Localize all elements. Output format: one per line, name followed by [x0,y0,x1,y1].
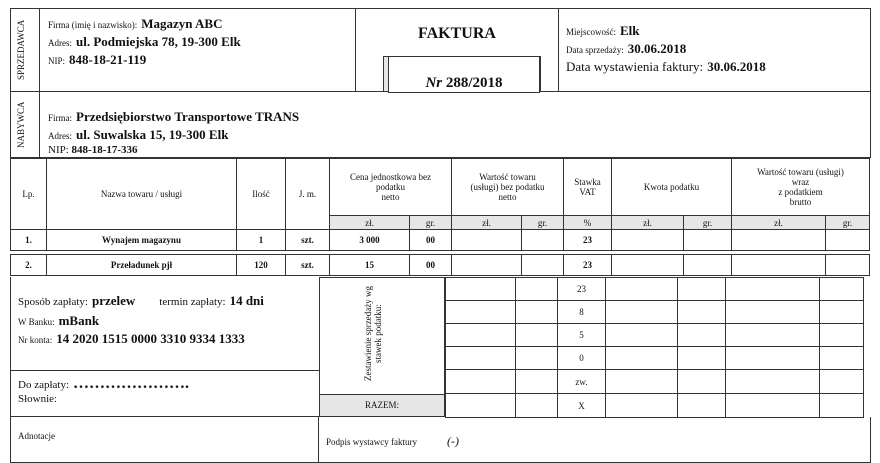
header-name: Nazwa towaru / usługi [47,159,237,230]
sub-zl: zł. [612,216,684,230]
rate-value: 23 [558,278,606,301]
header-gross [732,159,870,216]
header-net-value [452,159,564,216]
title-cell [355,8,559,92]
invoice-number-label: Nr [425,75,443,91]
rate-value: X [558,394,606,418]
rate-value: 5 [558,324,606,347]
row-price-gr: 00 [410,230,452,251]
place-label: Miejscowość: [566,27,616,37]
buyer-nip-label: NIP: [48,144,69,156]
sub-gr: gr. [684,216,732,230]
row-vat-gr [684,230,732,251]
buyer-section-label: NABYWCA [16,101,26,149]
seller-name-label: Firma (imię i nazwisko): [48,20,138,30]
seller-address: ul. Podmiejska 78, 19-300 Elk [76,34,241,49]
seller-nip: 848-18-21-119 [69,52,147,67]
seller-section-label: SPRZEDAWCA [16,19,26,81]
account-label: Nr konta: [18,335,53,345]
payment-term: 14 dni [229,293,264,308]
row-qty: 120 [237,255,286,276]
rate-row-total [446,394,864,418]
buyer-address: ul. Suwalska 15, 19-300 Elk [76,127,229,142]
row-gross-gr [826,255,870,276]
header-unit-price-line3: netto [381,192,400,202]
buyer-name: Przedsiębiorstwo Transportowe TRANS [76,109,300,124]
rate-row [446,347,864,370]
items-table [10,158,870,276]
row-lp: 2. [11,255,47,276]
row-gross-zl [732,230,826,251]
header-lp: Lp. [11,159,47,230]
seller-label-cell [10,8,40,92]
sale-date: 30.06.2018 [627,41,687,56]
buyer-nip: 848-18-17-336 [71,144,138,156]
rates-table [445,277,864,418]
row-price-zl: 15 [330,255,410,276]
row-vat: 23 [564,230,612,251]
payment-method: przelew [91,293,136,308]
row-vat-zl [612,230,684,251]
summary-label-cell [319,277,445,417]
header-unit-price-line2: podatku [376,182,405,192]
header-net-line2: (usługi) bez podatku [470,182,545,192]
total-label: RAZEM: [320,394,444,416]
bank-name: mBank [58,313,100,328]
row-gross-gr [826,230,870,251]
seller-address-label: Adres: [48,38,72,48]
sub-gr: gr. [522,216,564,230]
signature-block [326,432,626,450]
summary-label [363,284,383,384]
row-qty: 1 [237,230,286,251]
sub-zl: zł. [452,216,522,230]
account-number: 14 2020 1515 0000 3310 9334 1333 [56,331,245,346]
place-value: Elk [620,23,640,38]
header-gross-line4: brutto [789,197,812,207]
row-net-zl [452,255,522,276]
row-net-zl [452,230,522,251]
header-qty: Ilość [237,159,286,230]
signature-value: (-) [447,434,459,448]
rate-row [446,324,864,347]
buyer-label-cell [10,92,40,158]
row-lp: 1. [11,230,47,251]
header-unit-price-line1: Cena jednostkowa bez [350,172,431,182]
summary-label-line2: stawek podatku: [373,304,383,364]
notes-cell [10,417,319,463]
sub-zl: zł. [732,216,826,230]
row-unit: szt. [286,255,330,276]
row-vat-zl [612,255,684,276]
row-name: Przeładunek pjł [47,255,237,276]
issue-date-label: Data wystawienia faktury: [566,59,704,74]
notes-label: Adnotacje [18,431,55,441]
issue-date: 30.06.2018 [707,59,766,74]
header-net-line1: Wartość towaru [479,172,536,182]
dates-block [566,22,866,76]
rate-row [446,278,864,301]
row-unit: szt. [286,230,330,251]
row-price-zl: 3 000 [330,230,410,251]
rate-value: zw. [558,370,606,394]
payment-block [18,292,316,348]
table-row [11,255,870,276]
due-label: Do zapłaty: [18,379,70,391]
row-price-gr: 00 [410,255,452,276]
row-net-gr [522,230,564,251]
header-unit: J. m. [286,159,330,230]
rate-value: 0 [558,347,606,370]
sub-gr: gr. [410,216,452,230]
row-vat: 23 [564,255,612,276]
buyer-address-label: Adres: [48,131,72,141]
row-name: Wynajem magazynu [47,230,237,251]
header-gross-line2: wraz [791,177,810,187]
seller-nip-label: NIP: [48,56,66,66]
header-unit-price [330,159,452,216]
payment-method-label: Sposób zapłaty: [18,296,88,308]
bank-label: W Banku: [18,317,55,327]
header-vat-amount: Kwota podatku [612,159,732,216]
header-vat-line1: Stawka [574,177,601,187]
buyer-name-label: Firma: [48,113,72,123]
sub-pct: % [564,216,612,230]
payment-term-label: termin zapłaty: [159,296,226,308]
signature-label: Podpis wystawcy faktury [326,437,417,447]
sub-gr: gr. [826,216,870,230]
invoice-number-value: 288/2018 [445,75,503,91]
sub-zl: zł. [330,216,410,230]
due-value: …………………. [73,375,190,392]
rate-value: 8 [558,301,606,324]
row-vat-gr [684,255,732,276]
header-vat-rate [564,159,612,216]
summary-label-line1: Zestawienie sprzedaży wg [363,286,373,382]
rate-row [446,301,864,324]
table-header-row [11,159,870,216]
words-label: Słownie: [18,393,58,405]
rate-row [446,370,864,394]
header-gross-line1: Wartość towaru (usługi) [757,167,844,177]
row-gross-zl [732,255,826,276]
invoice-number [388,56,540,93]
header-gross-line3: z podatkiem [778,187,823,197]
header-vat-line2: VAT [579,187,596,197]
seller-block [48,15,348,69]
seller-name: Magazyn ABC [141,16,223,31]
row-net-gr [522,255,564,276]
table-row [11,230,870,251]
header-net-line3: netto [498,192,517,202]
invoice-title: FAKTURA [418,25,496,42]
buyer-block [48,108,448,156]
sale-date-label: Data sprzedaży: [566,45,624,55]
invoice-number-box [383,56,541,92]
due-block [10,370,319,405]
